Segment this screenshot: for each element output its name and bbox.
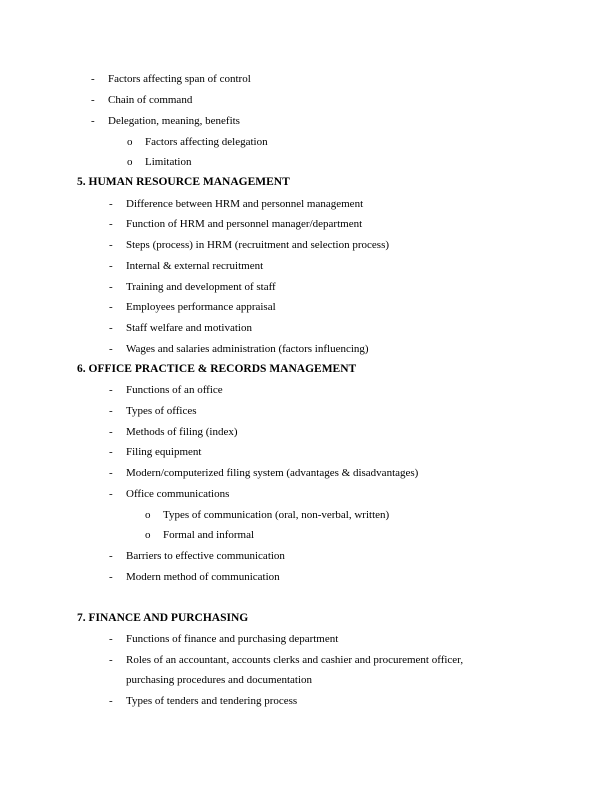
- section-heading-office: 6. OFFICE PRACTICE & RECORDS MANAGEMENT: [77, 363, 357, 375]
- document-page: - Factors affecting span of control - Chain of command - Delegation, meaning, benefits o Factors affecting delegation o Limitation 5. HUMAN RESOURCE MANAGEMENT - Difference between HRM and personnel management - Function of HRM and personnel manager/department - Steps (process) in HRM (recruitment and selection process) - Internal & external recruitment - Training and development of staff - Employees performance appraisal - Staff welfare and motivation - Wages and salaries administration (factors influencing) 6. OFFICE PRACTICE & RECORDS MANAGEMENT - Functions of an office - Types of offices - Methods of filing (index) - Filing equipment - Modern/computerized filing system (advantages & disadvantages) - Office communications o Types of communication (oral, non-verbal, written) o Formal and informal - Barriers to effective communication - Modern method of communication 7. FINANCE AND PURCHASING - Functions of finance and purchasing department - Roles of an accountant, accounts clerks and cashier and procurement officer, purchasing procedures and documentation - Types of tenders and tendering process: [77, 73, 464, 707]
- section-heading-finance: 7. FINANCE AND PURCHASING: [77, 612, 249, 624]
- section-heading-hrm: 5. HUMAN RESOURCE MANAGEMENT: [77, 176, 290, 188]
